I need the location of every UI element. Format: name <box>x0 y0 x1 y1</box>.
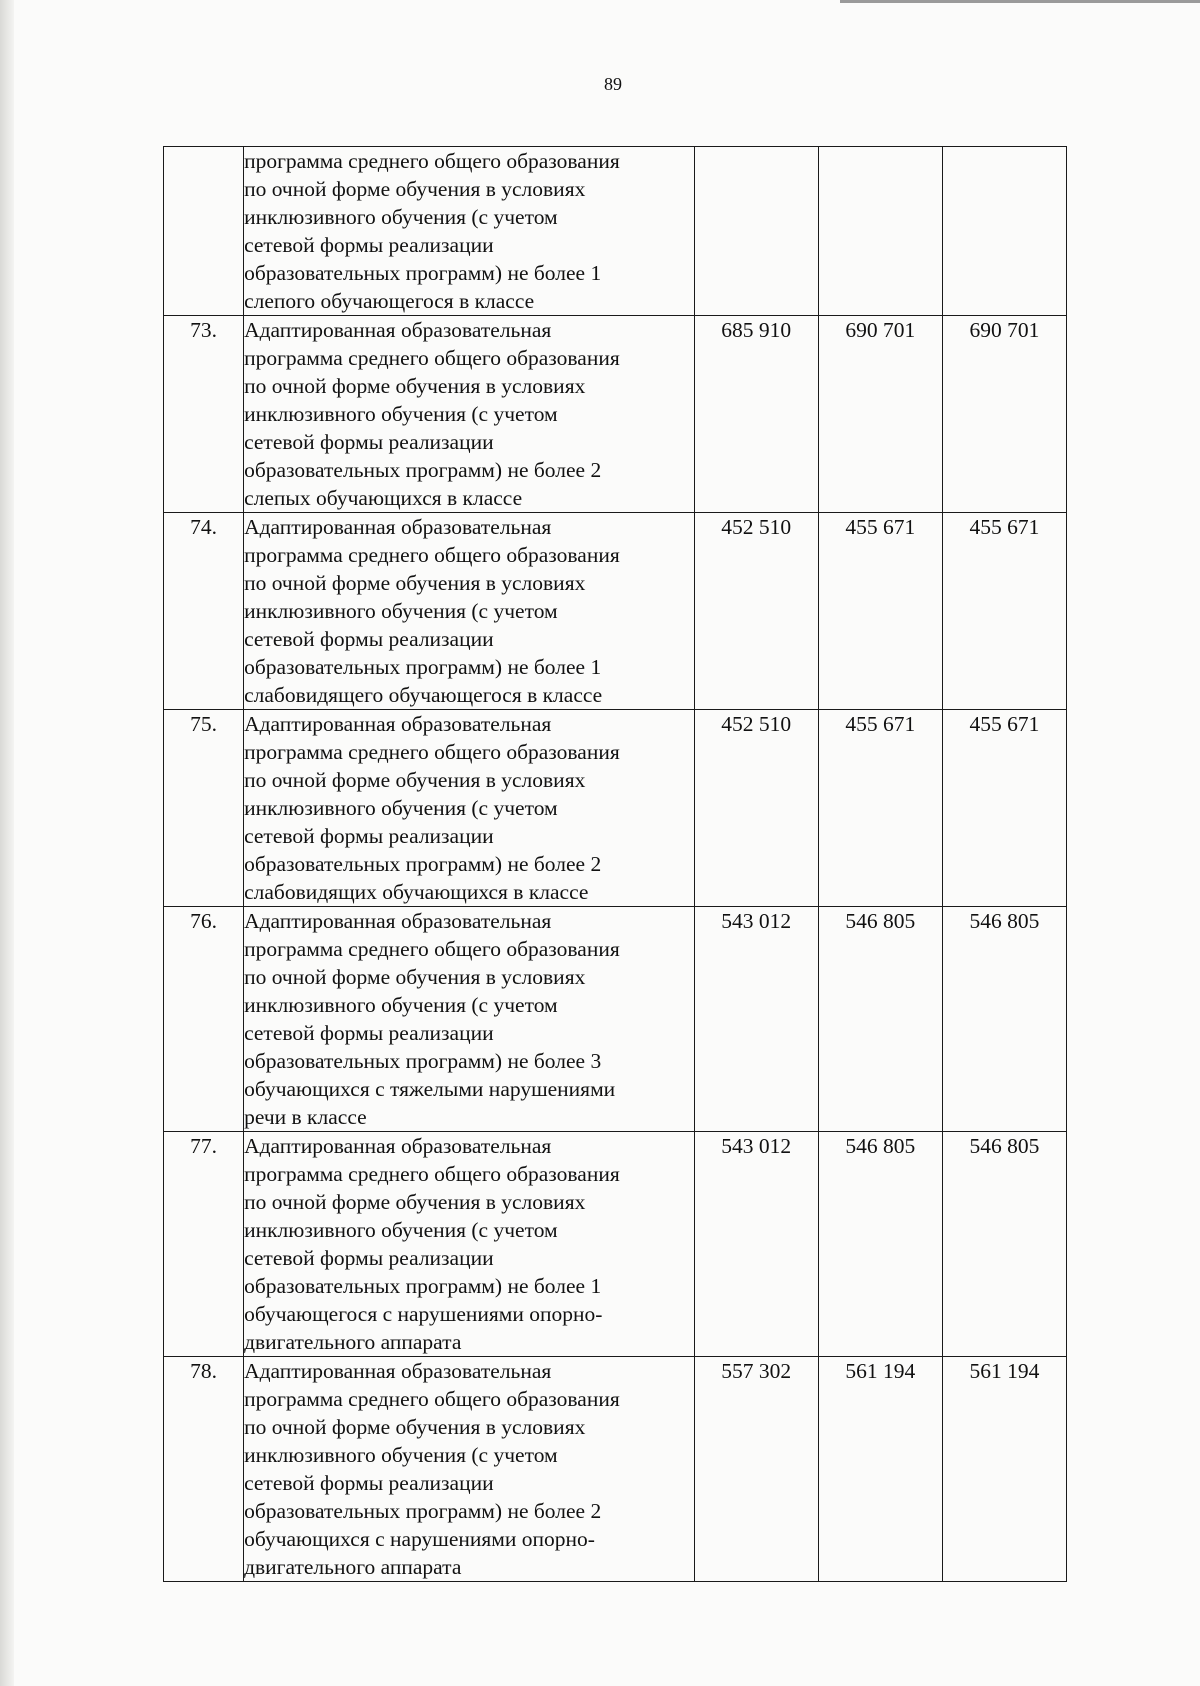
value-col-1: 452 510 <box>694 710 818 907</box>
value-col-2: 455 671 <box>818 513 942 710</box>
table-row <box>164 513 1067 710</box>
program-description: Адаптированная образовательная программа среднего общего образования по очной форме обучения в условиях инклюзивного обучения (с учетом сетевой формы реализации образовательных программ) не более 2 слабовидящих обучающихся в классе <box>244 710 694 907</box>
scan-edge-shadow <box>0 0 14 1686</box>
program-description: Адаптированная образовательная программа среднего общего образования по очной форме обучения в условиях инклюзивного обучения (с учетом сетевой формы реализации образовательных программ) не более 2 слепых обучающихся в классе <box>244 316 694 513</box>
table-row <box>164 1132 1067 1357</box>
table-row <box>164 710 1067 907</box>
page-number: 89 <box>604 74 622 94</box>
value-col-2: 546 805 <box>818 907 942 1132</box>
row-number: 76. <box>164 907 244 1132</box>
tariff-table <box>163 146 1067 1582</box>
value-col-3: 455 671 <box>942 513 1066 710</box>
value-col-3 <box>942 147 1066 316</box>
row-number: 78. <box>164 1357 244 1582</box>
row-number: 74. <box>164 513 244 710</box>
table-row <box>164 907 1067 1132</box>
value-col-3: 690 701 <box>942 316 1066 513</box>
value-col-1: 557 302 <box>694 1357 818 1582</box>
table-row <box>164 1357 1067 1582</box>
value-col-2: 690 701 <box>818 316 942 513</box>
value-col-1: 452 510 <box>694 513 818 710</box>
value-col-1: 543 012 <box>694 1132 818 1357</box>
value-col-2 <box>818 147 942 316</box>
value-col-3: 561 194 <box>942 1357 1066 1582</box>
scan-top-line <box>840 0 1200 3</box>
value-col-1: 685 910 <box>694 316 818 513</box>
value-col-3: 455 671 <box>942 710 1066 907</box>
row-number: 75. <box>164 710 244 907</box>
program-description: Адаптированная образовательная программа среднего общего образования по очной форме обучения в условиях инклюзивного обучения (с учетом сетевой формы реализации образовательных программ) не более 2 обучающихся с нарушениями опорно- двигательного аппарата <box>244 1357 694 1582</box>
row-number: 73. <box>164 316 244 513</box>
table-row <box>164 316 1067 513</box>
program-description: Адаптированная образовательная программа среднего общего образования по очной форме обучения в условиях инклюзивного обучения (с учетом сетевой формы реализации образовательных программ) не более 3 обучающихся с тяжелыми нарушениями речи в классе <box>244 907 694 1132</box>
value-col-1 <box>694 147 818 316</box>
value-col-2: 561 194 <box>818 1357 942 1582</box>
value-col-3: 546 805 <box>942 907 1066 1132</box>
program-description: Адаптированная образовательная программа среднего общего образования по очной форме обучения в условиях инклюзивного обучения (с учетом сетевой формы реализации образовательных программ) не более 1 слабовидящего обучающегося в классе <box>244 513 694 710</box>
row-number: 77. <box>164 1132 244 1357</box>
value-col-2: 455 671 <box>818 710 942 907</box>
row-number <box>164 147 244 316</box>
program-description: программа среднего общего образования по очной форме обучения в условиях инклюзивного обучения (с учетом сетевой формы реализации образовательных программ) не более 1 слепого обучающегося в классе <box>244 147 694 316</box>
table-row <box>164 147 1067 316</box>
value-col-1: 543 012 <box>694 907 818 1132</box>
value-col-2: 546 805 <box>818 1132 942 1357</box>
program-description: Адаптированная образовательная программа среднего общего образования по очной форме обучения в условиях инклюзивного обучения (с учетом сетевой формы реализации образовательных программ) не более 1 обучающегося с нарушениями опорно- двигательного аппарата <box>244 1132 694 1357</box>
value-col-3: 546 805 <box>942 1132 1066 1357</box>
